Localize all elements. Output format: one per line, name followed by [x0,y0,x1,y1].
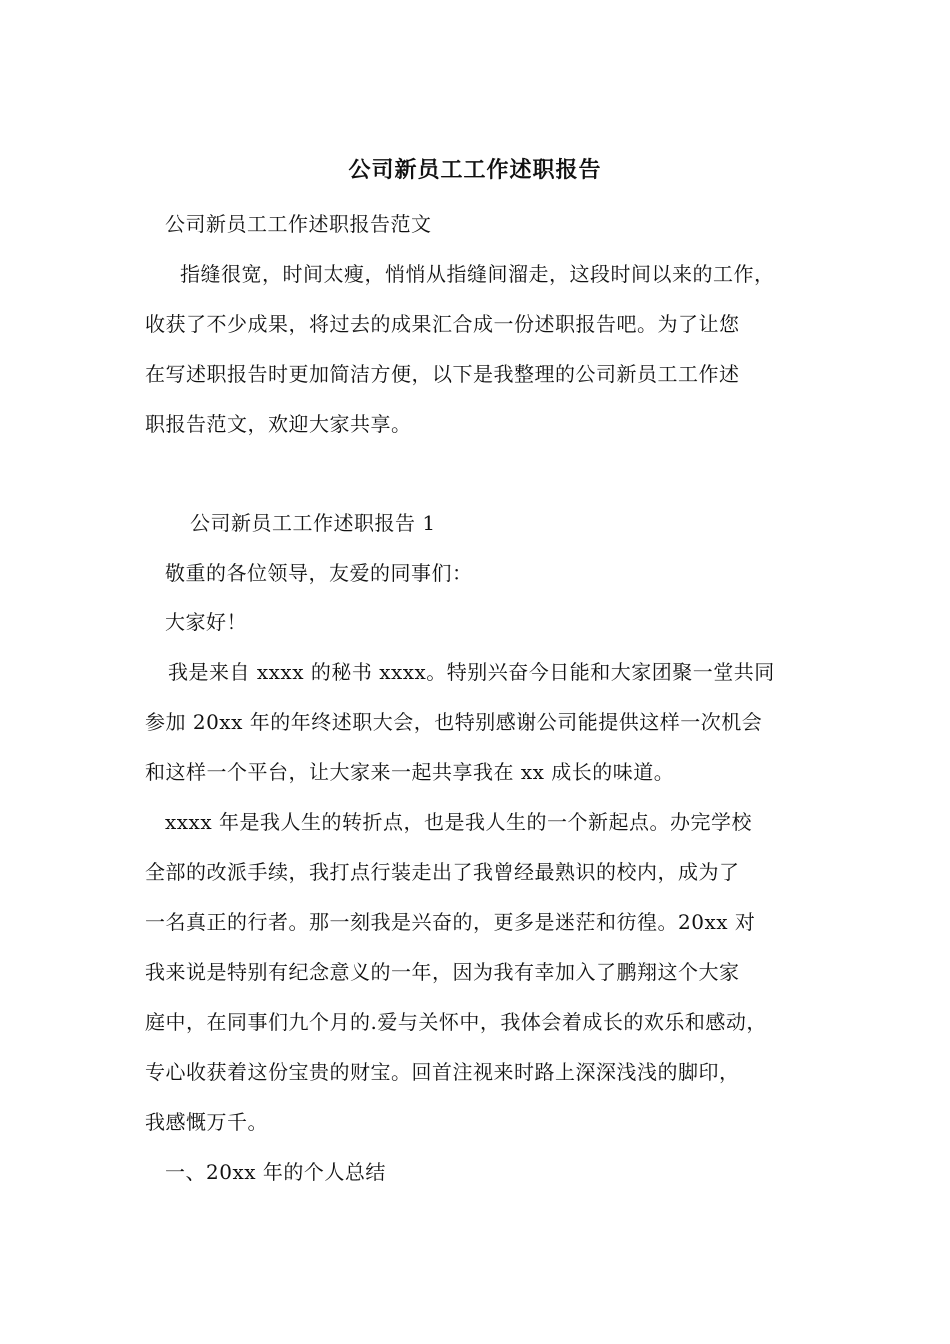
intro-line: 指缝很宽，时间太瘦，悄悄从指缝间溜走，这段时间以来的工作， [180,262,775,286]
document-title: 公司新员工工作述职报告 [348,157,602,183]
paragraph-line: 全部的改派手续，我打点行装走出了我曾经最熟识的校内，成为了 [145,860,740,884]
paragraph-line: 我感慨万千。 [145,1110,268,1134]
paragraph-line: xxxx 年是我人生的转折点，也是我人生的一个新起点。办完学校 [165,810,752,834]
paragraph-line: 参加 20xx 年的年终述职大会，也特别感谢公司能提供这样一次机会 [145,710,763,734]
paragraph-line: 和这样一个平台，让大家来一起共享我在 xx 成长的味道。 [145,760,675,784]
section-heading: 公司新员工工作述职报告 1 [190,511,436,535]
paragraph-line: 我是来自 xxxx 的秘书 xxxx。特别兴奋今日能和大家团聚一堂共同 [168,660,775,684]
document-subtitle: 公司新员工工作述职报告范文 [165,212,432,236]
paragraph-line: 一名真正的行者。那一刻我是兴奋的，更多是迷茫和彷徨。20xx 对 [145,910,756,934]
greeting: 大家好！ [165,610,247,634]
paragraph-line: 我来说是特别有纪念意义的一年，因为我有幸加入了鹏翔这个大家 [145,960,740,984]
paragraph-line: 庭中，在同事们九个月的.爱与关怀中，我体会着成长的欢乐和感动， [145,1010,767,1034]
intro-line: 在写述职报告时更加简洁方便，以下是我整理的公司新员工工作述 [145,362,740,386]
intro-line: 收获了不少成果，将过去的成果汇合成一份述职报告吧。为了让您 [145,312,740,336]
salutation: 敬重的各位领导，友爱的同事们： [165,561,473,585]
paragraph-line: 专心收获着这份宝贵的财宝。回首注视来时路上深深浅浅的脚印， [145,1060,740,1084]
intro-line: 职报告范文，欢迎大家共享。 [145,412,412,436]
list-heading: 一、20xx 年的个人总结 [165,1160,386,1184]
